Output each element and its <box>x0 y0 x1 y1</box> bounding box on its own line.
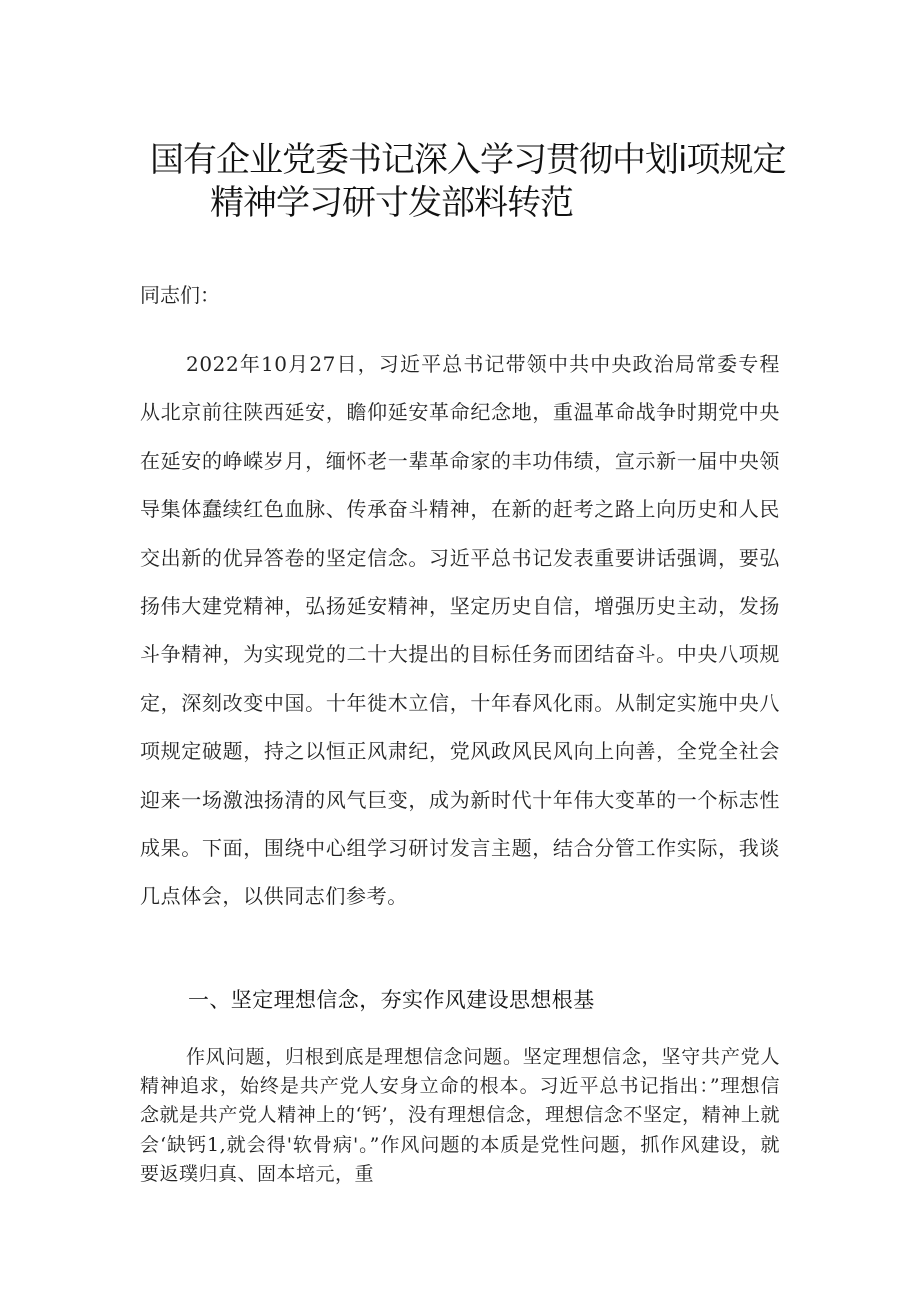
salutation: 同志们： <box>140 283 220 307</box>
document-title-line-1: 国有企业党委书记深入学习贯彻中划i项规定 <box>150 140 786 180</box>
section-1-heading: 一、坚定理想信念，夯实作风建设思想根基 <box>188 988 595 1012</box>
paragraph-1: 2022年10月27日，习近平总书记带领中共中央政治局常委专程从北京前往陕西延安，瞻仰延安革命纪念地，重温革命战争时期党中央在延安的峥嵘岁月，缅怀老一辈革命家的丰功伟绩，宣示新一届中央领导集体蠢续红色血脉、传承奋斗精神，在新的赶考之路上向历史和人民交出新的优异答卷的坚定信念。习近平总书记发表重要讲话强调，要弘扬伟大建党精神，弘扬延安精神，坚定历史自信，增强历史主动，发扬斗争精神，为实现党的二十大提出的目标任务而团结奋斗。中央八项规定，深刻改变中国。十年徙木立信，十年春风化雨。从制定实施中央八项规定破题，持之以恒正风肃纪，党风政风民风向上向善，全党全社会迎来一场激浊扬清的风气巨变，成为新时代十年伟大变革的一个标志性成果。下面，围绕中心组学习研讨发言主题，结合分管工作实际，我谈几点体会，以供同志们参考。 <box>140 352 780 909</box>
document-title-line-2: 精神学习研寸发部料转范 <box>210 183 573 223</box>
paragraph-2: 作风问题，归根到底是理想信念问题。坚定理想信念，坚守共产党人精神追求，始终是共产党人安身立命的根本。习近平总书记指出：”理想信念就是共产党人精神上的‘钙’，没有理想信念，理想信念不坚定，精神上就会‘缺钙1,就会得'软骨病'。”作风问题的本质是党性问题，抓作风建设，就要返璞归真、固本培元，重 <box>140 1046 780 1185</box>
